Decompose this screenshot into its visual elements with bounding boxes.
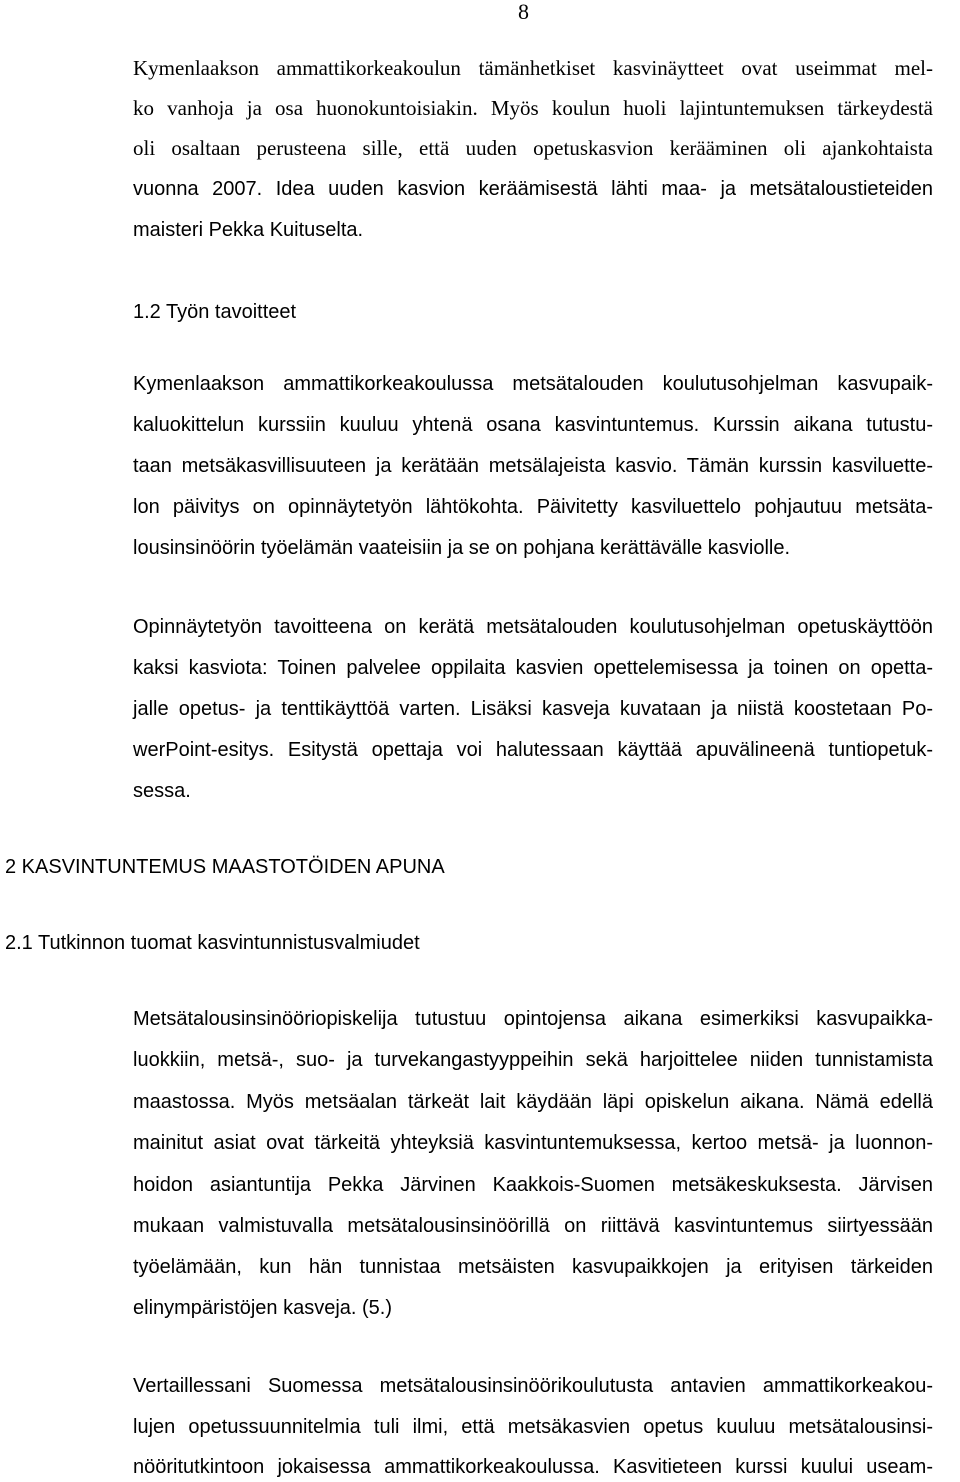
text-line: lon päivitys on opinnäytetyön lähtökohta. Päivitetty kasviluettelo pohjautuu metsäta- [133,496,933,518]
text-line: kaksi kasviota: Toinen palvelee oppilaita kasvien opettelemisessa ja toinen on opetta- [133,657,933,679]
text-line: werPoint-esitys. Esitystä opettaja voi halutessaan käyttää apuvälineenä tuntiopetuk- [133,739,933,761]
text-line: työelämään, kun hän tunnistaa metsäisten kasvupaikkojen ja erityisen tärkeiden [133,1256,933,1278]
text-line: Kymenlaakson ammattikorkeakoulun tämänhetkiset kasvinäytteet ovat useimmat mel- [133,56,933,80]
text-line: mainitut asiat ovat tärkeitä yhteyksiä kasvintuntemuksessa, kertoo metsä- ja luonnon- [133,1132,933,1154]
page-number: 8 [518,0,529,24]
text-line: vuonna 2007. Idea uuden kasvion keräämisestä lähti maa- ja metsätaloustieteiden [133,178,933,200]
text-line: sessa. [133,780,191,802]
text-line: ko vanhoja ja osa huonokuntoisiakin. Myös koulun huoli lajintuntemuksen tärkeydestä [133,96,933,120]
text-line: Kymenlaakson ammattikorkeakoulussa metsätalouden koulutusohjelman kasvupaik- [133,373,933,395]
text-line: jalle opetus- ja tenttikäyttöä varten. Lisäksi kasveja kuvataan ja niistä koostetaan Po- [133,698,933,720]
text-line: lousinsinöörin työelämän vaateisiin ja se on pohjana kerättävälle kasviolle. [133,537,791,559]
text-line: kaluokittelun kurssiin kuuluu yhtenä osana kasvintuntemus. Kurssin aikana tutustu- [133,414,933,436]
section-heading-2-1: 2.1 Tutkinnon tuomat kasvintunnistusvalmiudet [5,932,420,954]
text-line: maisteri Pekka Kuituselta. [133,219,364,241]
text-line: Metsätalousinsinööriopiskelija tutustuu opintojensa aikana esimerkiksi kasvupaikka- [133,1008,933,1030]
text-line: nööritutkintoon jokaisessa ammattikorkeakoulussa. Kasvitieteen kurssi kuului useam- [133,1456,933,1478]
text-line: lujen opetussuunnitelmia tuli ilmi, että metsäkasvien opetus kuuluu metsätalousinsi- [133,1416,933,1438]
section-heading-1-2: 1.2 Työn tavoitteet [133,301,297,323]
text-line: oli osaltaan perusteena sille, että uuden opetuskasvion kerääminen oli ajankohtaista [133,136,933,160]
text-line: elinympäristöjen kasveja. (5.) [133,1297,392,1319]
text-line: Vertaillessani Suomessa metsätalousinsinöörikoulutusta antavien ammattikorkeakou- [133,1375,933,1397]
text-line: luokkiin, metsä-, suo- ja turvekangastyyppeihin sekä harjoittelee niiden tunnistamista [133,1049,933,1071]
text-line: Opinnäytetyön tavoitteena on kerätä metsätalouden koulutusohjelman opetuskäyttöön [133,616,933,638]
chapter-heading-2: 2 KASVINTUNTEMUS MAASTOTÖIDEN APUNA [5,856,445,878]
text-line: mukaan valmistuvalla metsätalousinsinöörillä on riittävä kasvintuntemus siirtyessään [133,1215,933,1237]
text-line: maastossa. Myös metsäalan tärkeät lait käydään läpi opiskelun aikana. Nämä edellä [133,1091,933,1113]
text-line: taan metsäkasvillisuuteen ja kerätään metsälajeista kasvio. Tämän kurssin kasviluette- [133,455,933,477]
text-line: hoidon asiantuntija Pekka Järvinen Kaakkois-Suomen metsäkeskuksesta. Järvisen [133,1174,933,1196]
